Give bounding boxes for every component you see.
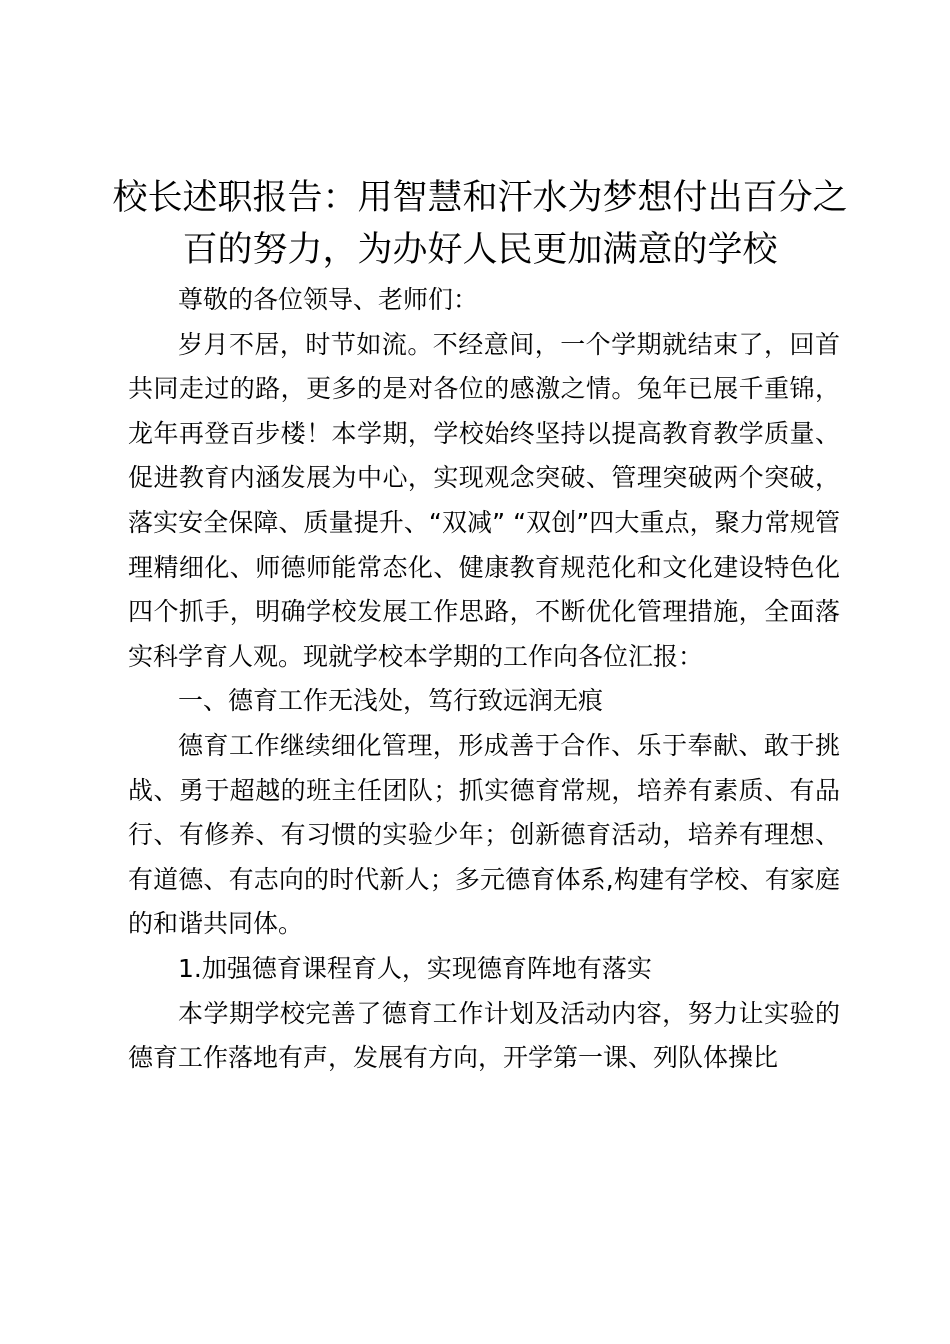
document-body (128, 278, 840, 1081)
section-heading: 一、德育工作无浅处，笃行致远润无痕 (178, 686, 604, 716)
section-paragraph: 德育工作继续细化管理，形成善于合作、乐于奉献、敢于挑战、勇于超越的班主任团队；抓实德育常规，培养有素质、有品行、有修养、有习惯的实验少年；创新德育活动，培养有理想、有道德、有志向的时代新人；多元德育体系,构建有学校、有家庭的和谐共同体。 (128, 730, 840, 939)
subsection-paragraph: 本学期学校完善了德育工作计划及活动内容，努力让实验的德育工作落地有声，发展有方向，开学第一课、列队体操比 (128, 998, 840, 1073)
salutation: 尊敬的各位领导、老师们： (178, 285, 479, 314)
document-title: 校长述职报告：用智慧和汗水为梦想付出百分之百的努力，为办好人民更加满意的学校 (112, 178, 848, 270)
subsection-heading: 1.加强德育课程育人，实现德育阵地有落实 (178, 953, 652, 983)
intro-paragraph: 岁月不居，时节如流。不经意间，一个学期就结束了，回首共同走过的路，更多的是对各位的感激之情。兔年已展千重锦，龙年再登百步楼！本学期，学校始终坚持以提高教育教学质量、促进教育内涵发展为中心，实现观念突破、管理突破两个突破，落实安全保障、质量提升、“双减” “双创”四大重点，聚力常规管理精细化、师德师能常态化、健康教育规范化和文化建设特色化四个抓手，明确学校发展工作思路，不断优化管理措施，全面落实科学育人观。现就学校本学期的工作向各位汇报： (128, 329, 840, 671)
